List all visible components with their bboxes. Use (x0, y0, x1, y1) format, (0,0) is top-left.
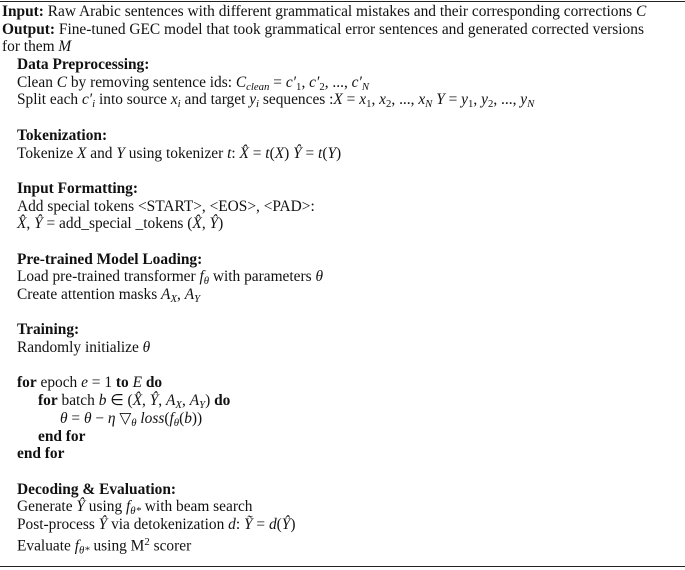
text-segment: ( (164, 409, 170, 427)
math-segment: η (107, 409, 116, 427)
text-segment: Add special tokens <START>, <EOS>, <PAD>: (17, 197, 315, 215)
blank-line (0, 109, 685, 127)
text-segment: , ..., (391, 91, 419, 109)
math-segment: X (77, 144, 87, 162)
keyword: do (214, 392, 231, 410)
text-segment: , (201, 215, 210, 233)
algorithm-line (0, 251, 685, 269)
text-segment: using tokenizer (124, 144, 228, 162)
bottom-rule (0, 566, 685, 567)
text-segment: ) (336, 144, 342, 162)
text-segment: Post-process (17, 515, 99, 533)
blank-line (0, 463, 685, 481)
algorithm-line (0, 374, 685, 392)
math-segment: c′ (351, 73, 362, 91)
math-segment: θ (83, 409, 92, 427)
text-segment: , (181, 392, 190, 410)
blank-line (0, 233, 685, 251)
math-segment: A (184, 286, 195, 303)
algorithm-line (0, 498, 685, 516)
math-segment: t (318, 144, 323, 162)
text-segment: with parameters (209, 268, 316, 286)
keyword: Output: (2, 20, 56, 38)
text-segment: , (142, 392, 150, 410)
text-segment: ▽ (115, 409, 132, 427)
text-segment: ) (290, 515, 296, 533)
text-segment: ) (218, 215, 224, 233)
keyword: to (115, 374, 129, 392)
math-segment: f (199, 268, 204, 286)
math-segment: N (361, 80, 370, 93)
algorithm-line (0, 145, 685, 163)
text-segment: = (444, 91, 462, 109)
math-segment: f (74, 537, 79, 554)
math-segment: 1 (366, 98, 372, 111)
math-segment: c′ (309, 73, 320, 91)
algorithm-line (0, 180, 685, 198)
math-segment: X̂ (192, 215, 202, 233)
math-segment: y (249, 91, 257, 109)
algorithm-line (0, 74, 685, 92)
text-segment: ( (179, 409, 185, 427)
math-segment: f (169, 409, 174, 427)
keyword: Data Preprocessing: (17, 56, 150, 74)
math-segment: i (256, 98, 260, 111)
text-segment: = (342, 91, 360, 109)
text-segment: and target (180, 91, 250, 109)
math-segment: Ŷ (98, 515, 108, 533)
math-segment: θ (60, 409, 68, 427)
blank-line (0, 304, 685, 322)
text-segment: = (248, 144, 266, 162)
algorithm-line (0, 392, 685, 410)
algorithm-line (0, 3, 685, 21)
keyword: do (145, 374, 163, 392)
math-segment: 2 (386, 98, 392, 111)
algorithm-line (0, 286, 685, 304)
text-segment: = (269, 73, 286, 91)
text-segment: : (231, 144, 240, 162)
math-segment: X (333, 91, 343, 109)
math-segment: X (175, 399, 182, 412)
algorithm-line (0, 198, 685, 216)
algorithm-line (0, 91, 685, 109)
keyword: end for (38, 427, 86, 445)
text-segment: , (26, 215, 35, 233)
math-segment: Ỹ (244, 515, 253, 533)
keyword: for (17, 374, 37, 392)
math-segment: clean (246, 80, 270, 93)
text-segment: ( (276, 515, 282, 533)
math-segment: A (161, 286, 171, 303)
math-segment: x (418, 91, 426, 109)
text-segment: , (177, 286, 185, 303)
text-segment: Raw Arabic sentences with different grammatical mistakes and their corresponding corrections (43, 3, 636, 20)
text-segment: : (235, 515, 244, 533)
algorithm-block (0, 3, 685, 557)
text-segment: ( (269, 144, 275, 162)
math-segment: N (425, 98, 433, 111)
math-segment: y (520, 91, 528, 109)
math-segment: 2 (319, 80, 325, 93)
math-segment: Ŷ (209, 215, 219, 233)
algorithm-line (0, 339, 685, 357)
text-segment: via detokenization (107, 515, 229, 533)
math-segment: θ* (78, 544, 90, 557)
text-segment: into source (95, 91, 171, 109)
text-segment: Evaluate (17, 537, 75, 554)
math-segment: 1 (296, 80, 302, 93)
text-segment: , ..., (324, 73, 352, 91)
top-rule (0, 1, 685, 2)
text-segment: batch (57, 392, 99, 410)
text-segment: sequences : (259, 91, 334, 109)
math-segment: C (635, 3, 647, 20)
math-segment: θ (142, 339, 151, 357)
algorithm-line (0, 445, 685, 463)
math-segment: y (461, 91, 469, 109)
text-segment: ) (205, 392, 215, 410)
math-segment: C (56, 73, 68, 91)
algorithm-line (0, 21, 685, 39)
text-segment: Tokenize (17, 144, 78, 162)
math-segment: θ* (130, 505, 141, 518)
math-segment: Y (194, 293, 201, 306)
algorithm-line (0, 534, 685, 557)
text-segment: , (301, 73, 310, 91)
math-segment: c′ (285, 73, 297, 91)
algorithm-line (0, 127, 685, 145)
text-segment: using (84, 498, 126, 516)
text-segment: )) (191, 409, 203, 427)
math-segment: E (132, 374, 142, 392)
text-segment: Split each (17, 91, 82, 109)
math-segment: N (527, 98, 535, 111)
text-segment: with beam search (140, 498, 253, 516)
text-segment: − (91, 409, 108, 427)
math-segment: C (235, 73, 247, 91)
math-segment: Ŷ (34, 215, 43, 233)
math-segment: Ŷ (281, 515, 291, 533)
math-segment: b (184, 409, 192, 427)
algorithm-line (0, 215, 685, 233)
math-segment: f (126, 498, 131, 516)
text-segment: , (371, 91, 380, 109)
text-segment: ) (284, 144, 294, 162)
math-segment: Ŷ (76, 498, 85, 516)
math-segment: x (170, 91, 178, 109)
math-segment: M (58, 38, 72, 56)
text-segment: , (473, 91, 482, 109)
math-segment: X (170, 293, 178, 306)
blank-line (0, 162, 685, 180)
math-segment: 2 (487, 98, 494, 111)
text-segment: ∈ ( (106, 392, 133, 410)
blank-line (0, 357, 685, 375)
math-segment: x (379, 91, 386, 109)
math-segment: d (268, 515, 277, 533)
text-segment: epoch (36, 374, 82, 392)
math-segment: b (98, 392, 107, 410)
math-segment: i (177, 98, 181, 111)
algorithm-line (0, 268, 685, 286)
keyword: Input: (2, 3, 44, 20)
math-segment: X (274, 144, 285, 162)
math-segment: θ (173, 417, 180, 430)
math-segment: θ (203, 275, 210, 288)
text-segment: ( (322, 144, 328, 162)
math-segment: d (228, 515, 236, 533)
math-segment: A (189, 392, 200, 410)
text-segment: Randomly initialize (17, 339, 143, 357)
text-segment: , ..., (493, 91, 521, 109)
text-segment: = (67, 409, 84, 427)
math-segment: A (166, 392, 176, 410)
keyword: Decoding & Evaluation: (17, 480, 177, 498)
algorithm-line (0, 38, 685, 56)
math-segment: x (359, 91, 367, 109)
math-segment: c′ (81, 91, 93, 109)
math-segment: y (481, 91, 488, 109)
keyword: Training: (17, 321, 80, 339)
math-segment: t (265, 144, 270, 162)
math-segment: loss (140, 409, 165, 427)
keyword: Tokenization: (17, 126, 108, 144)
keyword: end for (17, 445, 65, 463)
algorithm-line (0, 516, 685, 534)
text-segment: Generate (17, 498, 77, 516)
algorithm-line (0, 56, 685, 74)
text-segment: using M (89, 537, 145, 554)
math-segment: i (92, 98, 96, 111)
math-segment: Ŷ (293, 144, 302, 162)
algorithm-line (0, 428, 685, 446)
math-segment: X̂ (132, 392, 143, 410)
keyword: Pre-trained Model Loading: (17, 250, 203, 268)
text-segment: = (252, 515, 269, 533)
math-segment: X̂ (239, 144, 249, 162)
algorithm-line (0, 481, 685, 499)
math-segment: θ (131, 417, 137, 430)
math-segment: Y (327, 144, 337, 162)
math-segment: t (227, 144, 232, 162)
algorithm-line (0, 410, 685, 428)
math-segment: Ŷ (149, 392, 159, 410)
text-segment: Fine-tuned GEC model that took grammatical error sentences and generated corrected versions (55, 20, 644, 38)
keyword: Input Formatting: (17, 179, 138, 197)
text-segment: = 1 (87, 374, 116, 392)
algorithm-line (0, 321, 685, 339)
math-segment: Y (116, 144, 125, 162)
text-segment: for them (2, 38, 59, 56)
text-segment: = add_special _tokens ( (42, 215, 193, 233)
text-segment: Clean (17, 73, 57, 91)
math-segment: Y (199, 399, 206, 412)
text-segment: = (301, 144, 319, 162)
math-segment: e (81, 374, 88, 392)
math-segment: Y (436, 91, 445, 109)
math-segment: 1 (468, 98, 474, 111)
math-segment: 2 (144, 535, 150, 548)
text-segment: scorer (149, 537, 192, 554)
text-segment: by removing sentence ids: (67, 73, 236, 91)
math-segment: X̂ (17, 215, 27, 233)
text-segment: , (158, 392, 166, 410)
text-segment: Create attention masks (17, 286, 162, 303)
keyword: for (38, 392, 58, 410)
text-segment: Load pre-trained transformer (17, 268, 200, 286)
text-segment: and (86, 144, 117, 162)
math-segment: θ (315, 268, 324, 286)
